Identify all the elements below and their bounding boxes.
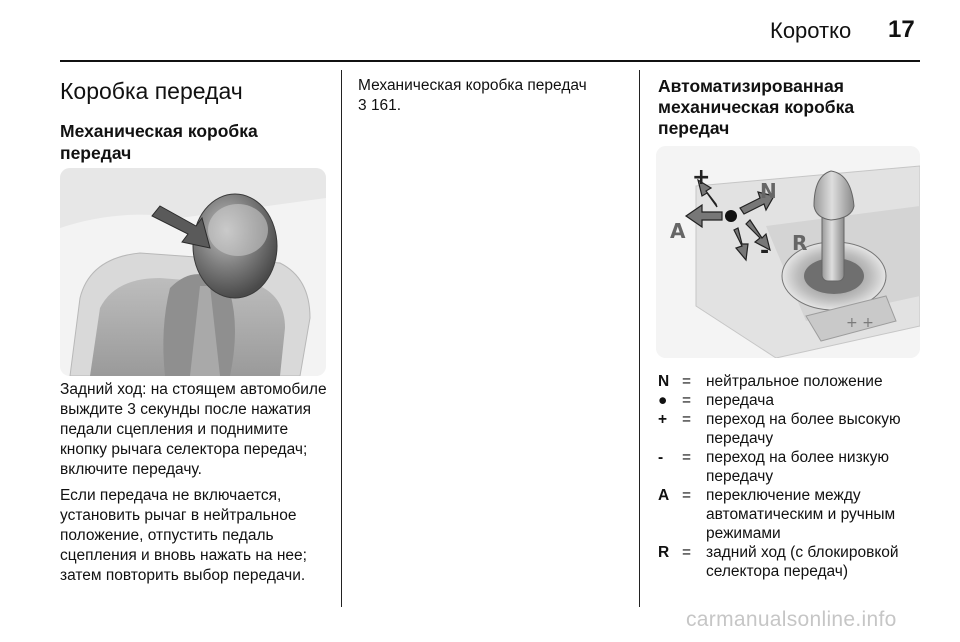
automated-gearbox-heading: Автоматизированная механическая коробка передач [658,76,855,138]
legend-key: - [658,449,664,466]
legend-row [658,448,920,486]
legend-text: переход на более низкую передачу [706,449,890,485]
reverse-gear-paragraph: Задний ход: на стоящем автомобиле выждите 3 секунды после нажатия педали сцепления и поднимите кнопку рычага селектора передач; включите передачу. [60,381,327,478]
automated-gear-selector-figure [656,146,920,358]
legend-key: + [658,411,668,428]
gear-not-engaged-paragraph: Если передача не включается, установить рычаг в нейтральное положение, отпустить педаль сцепления и вновь нажать на нее; затем повторить выбор передачи. [60,487,307,584]
figure-label-minus: - [760,239,770,264]
svg-text:+ +: + + [846,315,874,331]
legend-text: переключение между автоматическим и ручным режимами [706,487,896,542]
selector-legend [658,372,920,581]
watermark: carmanualsonline.info [686,608,897,631]
manual-gear-lever-figure [60,168,326,376]
legend-equals: = [682,373,692,390]
legend-equals: = [682,449,692,466]
legend-equals: = [682,411,692,428]
page-reference-icon: 3 [358,97,367,114]
legend-equals: = [682,392,692,409]
legend-row [658,543,920,581]
legend-row [658,391,920,410]
legend-key: N [658,373,670,390]
legend-text: задний ход (с блокировкой селектора передач) [706,544,899,580]
legend-key: ● [658,392,668,409]
reference-text: Механическая коробка передач [358,77,587,94]
column-divider-1 [341,70,342,607]
legend-key: R [658,544,670,561]
legend-row [658,486,920,543]
legend-row [658,410,920,448]
legend-key: A [658,487,670,504]
column-divider-2 [639,70,640,607]
figure-label-plus: + [692,165,711,190]
legend-text: переход на более высокую передачу [706,411,901,447]
manual-gearbox-reference [358,76,623,116]
reference-page[interactable]: 161. [370,97,402,114]
page-number: 17 [888,16,915,43]
manual-gearbox-heading: Механическая коробка передач [60,121,258,163]
legend-row [658,372,920,391]
figure-label-n: N [760,179,777,203]
legend-equals: = [682,487,692,504]
figure-label-a: A [670,219,686,243]
legend-text: нейтральное положение [706,373,883,390]
header-rule [60,60,920,62]
running-header-title: Коротко [770,18,852,43]
legend-text: передача [706,392,774,409]
figure-label-r: R [792,231,808,255]
legend-equals: = [682,544,692,561]
section-title: Коробка передач [60,78,243,104]
